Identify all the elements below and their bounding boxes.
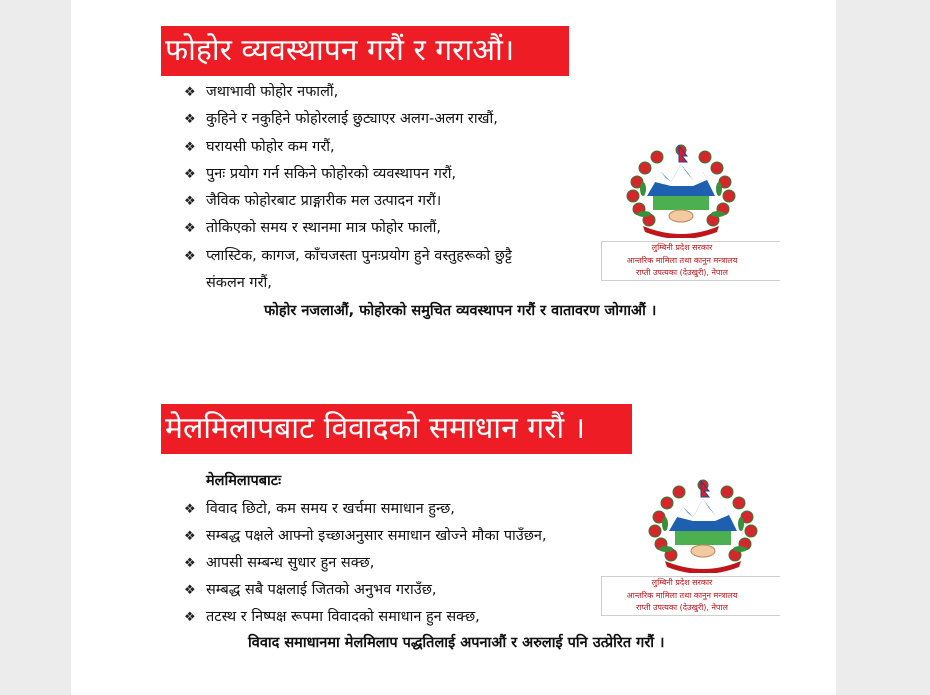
- diamond-dots-icon: ❖: [184, 248, 196, 264]
- list-item: ❖ जैविक फोहोरबाट प्राङ्गारीक मल उत्पादन गरौं।: [184, 188, 512, 215]
- mediation-tagline: विवाद समाधानमा मेलमिलाप पद्धतिलाई अपनाऔं र अरुलाई पनि उत्प्रेरित गरौं ।: [248, 635, 665, 651]
- emblem-caption-box: [601, 241, 780, 281]
- diamond-dots-icon: ❖: [184, 139, 196, 155]
- list-item: ❖ जथाभावी फोहोर नफालौं,: [184, 79, 512, 106]
- nepal-emblem-icon: [623, 142, 739, 238]
- diamond-dots-icon: ❖: [184, 610, 196, 625]
- list-item: ❖ आपसी सम्बन्ध सुधार हुन सक्छ,: [184, 550, 547, 577]
- diamond-dots-icon: ❖: [184, 583, 196, 598]
- mediation-banner: मेलमिलापबाट विवादको समाधान गरौं ।: [161, 404, 632, 454]
- emblem-caption: लुम्बिनी प्रदेश सरकार आन्तरिक मामिला तथा कानुन मन्त्रालय राप्ती उपत्यका (देउखुरी), नेपाल: [626, 243, 738, 277]
- list-item: ❖ प्लास्टिक, कागज, काँचजस्ता पुनःप्रयोग हुने वस्तुहरूको छुट्टै: [184, 243, 512, 270]
- waste-tips-list: [184, 79, 512, 297]
- diamond-dots-icon: ❖: [184, 502, 196, 517]
- waste-tagline: फोहोर नजलाऔं, फोहोरको समुचित व्यवस्थापन गरौं र वातावरण जोगाऔं ।: [264, 303, 657, 319]
- diamond-dots-icon: ❖: [184, 556, 196, 571]
- nepal-emblem-icon: [645, 477, 761, 573]
- diamond-dots-icon: ❖: [184, 85, 196, 100]
- emblem-caption-box: [601, 576, 780, 616]
- list-item: ❖ कुहिने र नकुहिने फोहोरलाई छुट्याएर अलग-अलग राखौं,: [184, 106, 512, 133]
- document-page: [71, 0, 836, 695]
- list-item: ❖ घरायसी फोहोर कम गरौं,: [184, 134, 512, 161]
- list-item: ❖ सम्बद्ध सबै पक्षलाई जितको अनुभव गराउँछ,: [184, 577, 547, 604]
- mediation-subheading: मेलमिलापबाटः: [206, 473, 282, 489]
- mediation-benefits-list: [184, 496, 547, 631]
- list-item: ❖ पुनः प्रयोग गर्न सकिने फोहोरको व्यवस्थापन गरौं,: [184, 161, 512, 188]
- diamond-dots-icon: ❖: [184, 221, 196, 237]
- diamond-dots-icon: ❖: [184, 166, 196, 182]
- diamond-dots-icon: ❖: [184, 112, 196, 128]
- list-item-continuation: संकलन गरौं,: [206, 275, 272, 292]
- diamond-dots-icon: ❖: [184, 194, 196, 210]
- list-item: ❖ विवाद छिटो, कम समय र खर्चमा समाधान हुन्छ,: [184, 496, 547, 523]
- waste-management-banner: फोहोर व्यवस्थापन गरौं र गराऔं।: [161, 26, 569, 76]
- emblem-caption: लुम्बिनी प्रदेश सरकार आन्तरिक मामिला तथा कानुन मन्त्रालय राप्ती उपत्यका (देउखुरी), नेपाल: [626, 578, 738, 612]
- list-item: ❖ तोकिएको समय र स्थानमा मात्र फोहोर फालौं,: [184, 215, 512, 242]
- diamond-dots-icon: ❖: [184, 529, 196, 544]
- list-item: ❖ सम्बद्ध पक्षले आफ्नो इच्छाअनुसार समाधान खोज्ने मौका पाउँछन,: [184, 523, 547, 550]
- list-item: ❖ तटस्थ र निष्पक्ष रूपमा विवादको समाधान हुन सक्छ,: [184, 604, 547, 631]
